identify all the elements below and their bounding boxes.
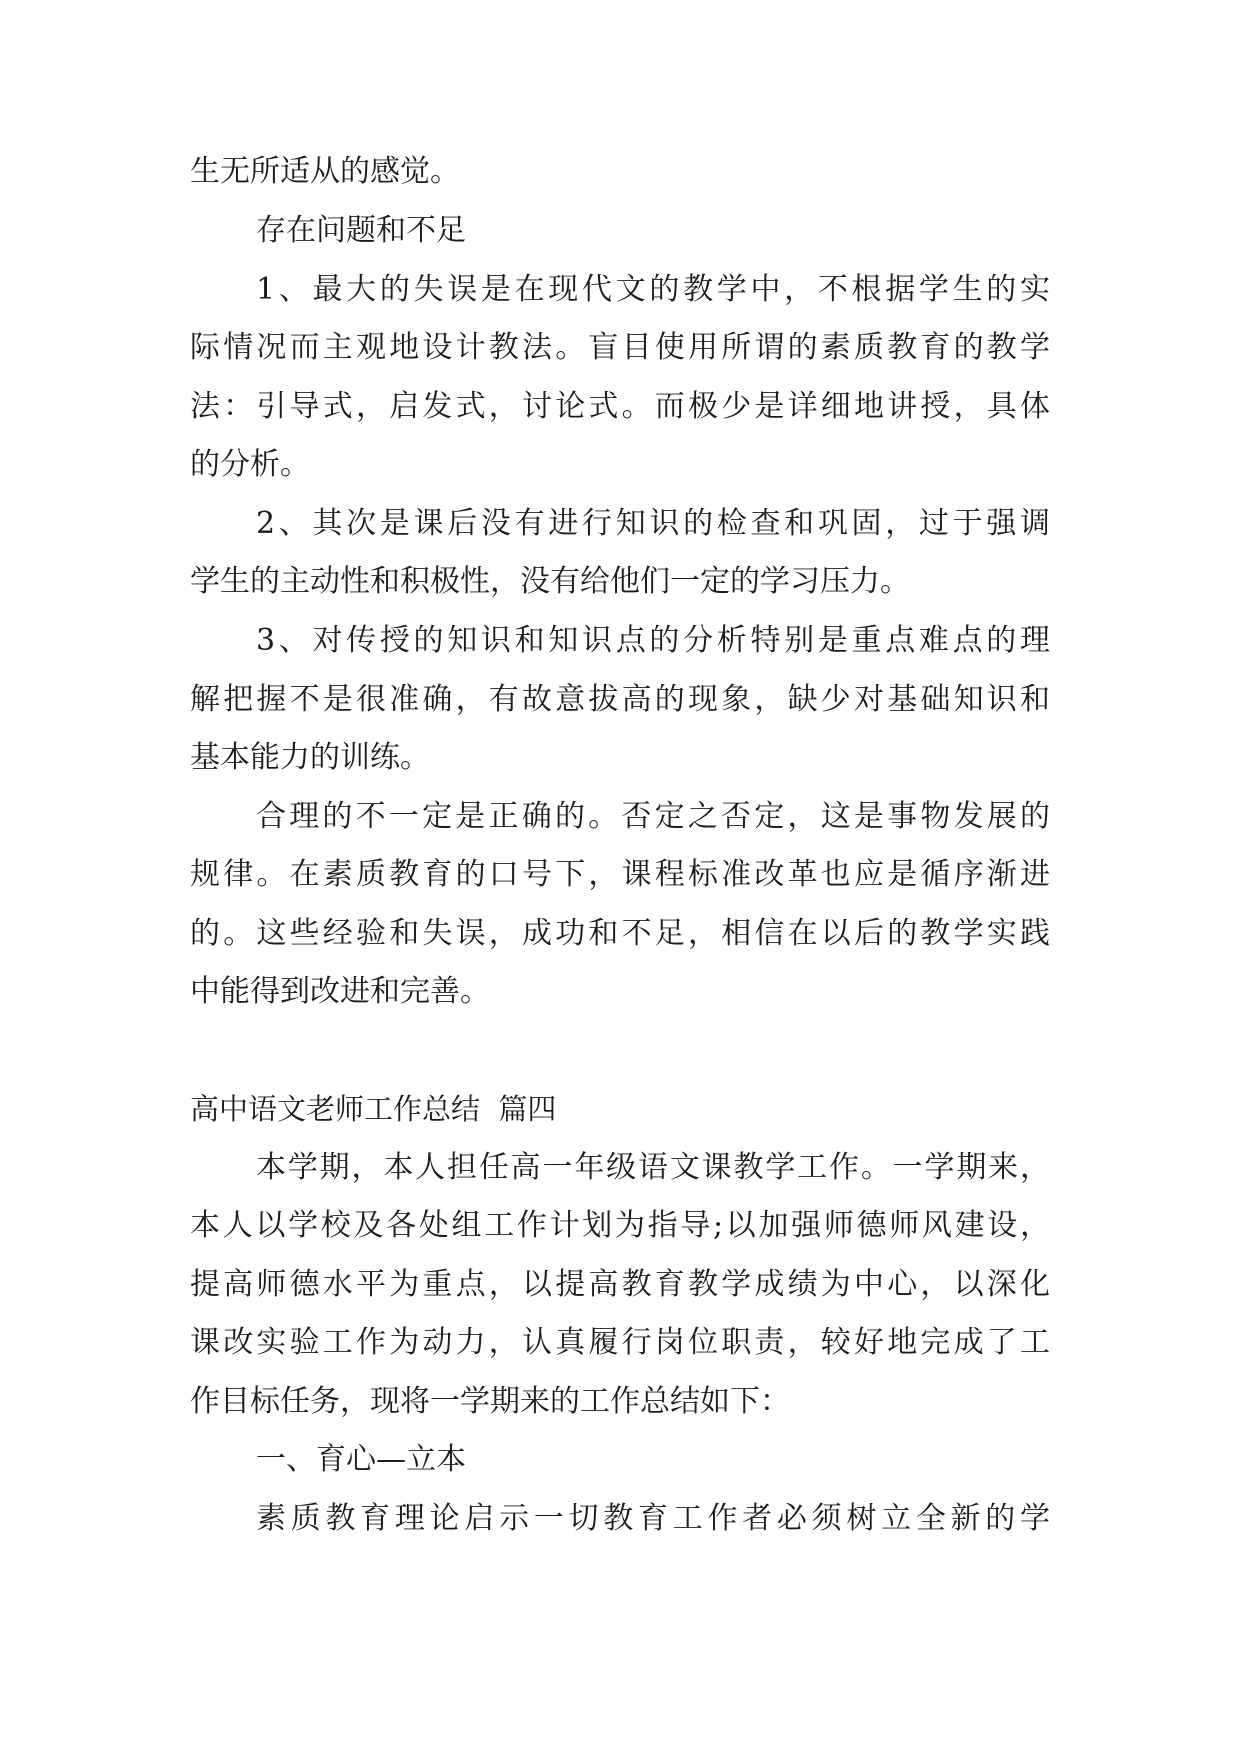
text-line: 规律。在素质教育的口号下，课程标准改革也应是循序渐进 [190, 857, 1050, 892]
section-subheading: 存在问题和不足 [256, 213, 466, 248]
text-line: 法：引导式，启发式，讨论式。而极少是详细地讲授，具体 [190, 389, 1050, 424]
text-line: 2、其次是课后没有进行知识的检查和巩固，过于强调 [256, 506, 1050, 541]
text-line: 合理的不一定是正确的。否定之否定，这是事物发展的 [256, 799, 1050, 834]
text-line: 素质教育理论启示一切教育工作者必须树立全新的学 [256, 1501, 1050, 1536]
text-line: 的分析。 [190, 447, 310, 482]
text-line: 提高师德水平为重点，以提高教育教学成绩为中心，以深化 [190, 1267, 1050, 1302]
section-heading: 高中语文老师工作总结 篇四 [190, 1092, 557, 1126]
text-line: 基本能力的训练。 [190, 740, 430, 775]
text-line: 学生的主动性和积极性，没有给他们一定的学习压力。 [190, 564, 910, 599]
text-line: 际情况而主观地设计教法。盲目使用所谓的素质教育的教学 [190, 330, 1050, 365]
text-line: 3、对传授的知识和知识点的分析特别是重点难点的理 [256, 623, 1050, 658]
section-subheading: 一、育心—立本 [256, 1442, 466, 1477]
text-line: 课改实验工作为动力，认真履行岗位职责，较好地完成了工 [190, 1325, 1050, 1360]
text-line: 作目标任务，现将一学期来的工作总结如下： [190, 1384, 790, 1419]
text-line: 本人以学校及各处组工作计划为指导;以加强师德师风建设， [190, 1208, 1050, 1243]
text-line: 中能得到改进和完善。 [190, 974, 490, 1009]
text-line: 的。这些经验和失误，成功和不足，相信在以后的教学实践 [190, 916, 1050, 951]
text-line: 解把握不是很准确，有故意拔高的现象，缺少对基础知识和 [190, 682, 1050, 717]
text-line: 本学期，本人担任高一年级语文课教学工作。一学期来， [256, 1150, 1050, 1185]
text-line: 生无所适从的感觉。 [190, 154, 460, 189]
text-line: 1、最大的失误是在现代文的教学中，不根据学生的实 [256, 272, 1050, 307]
